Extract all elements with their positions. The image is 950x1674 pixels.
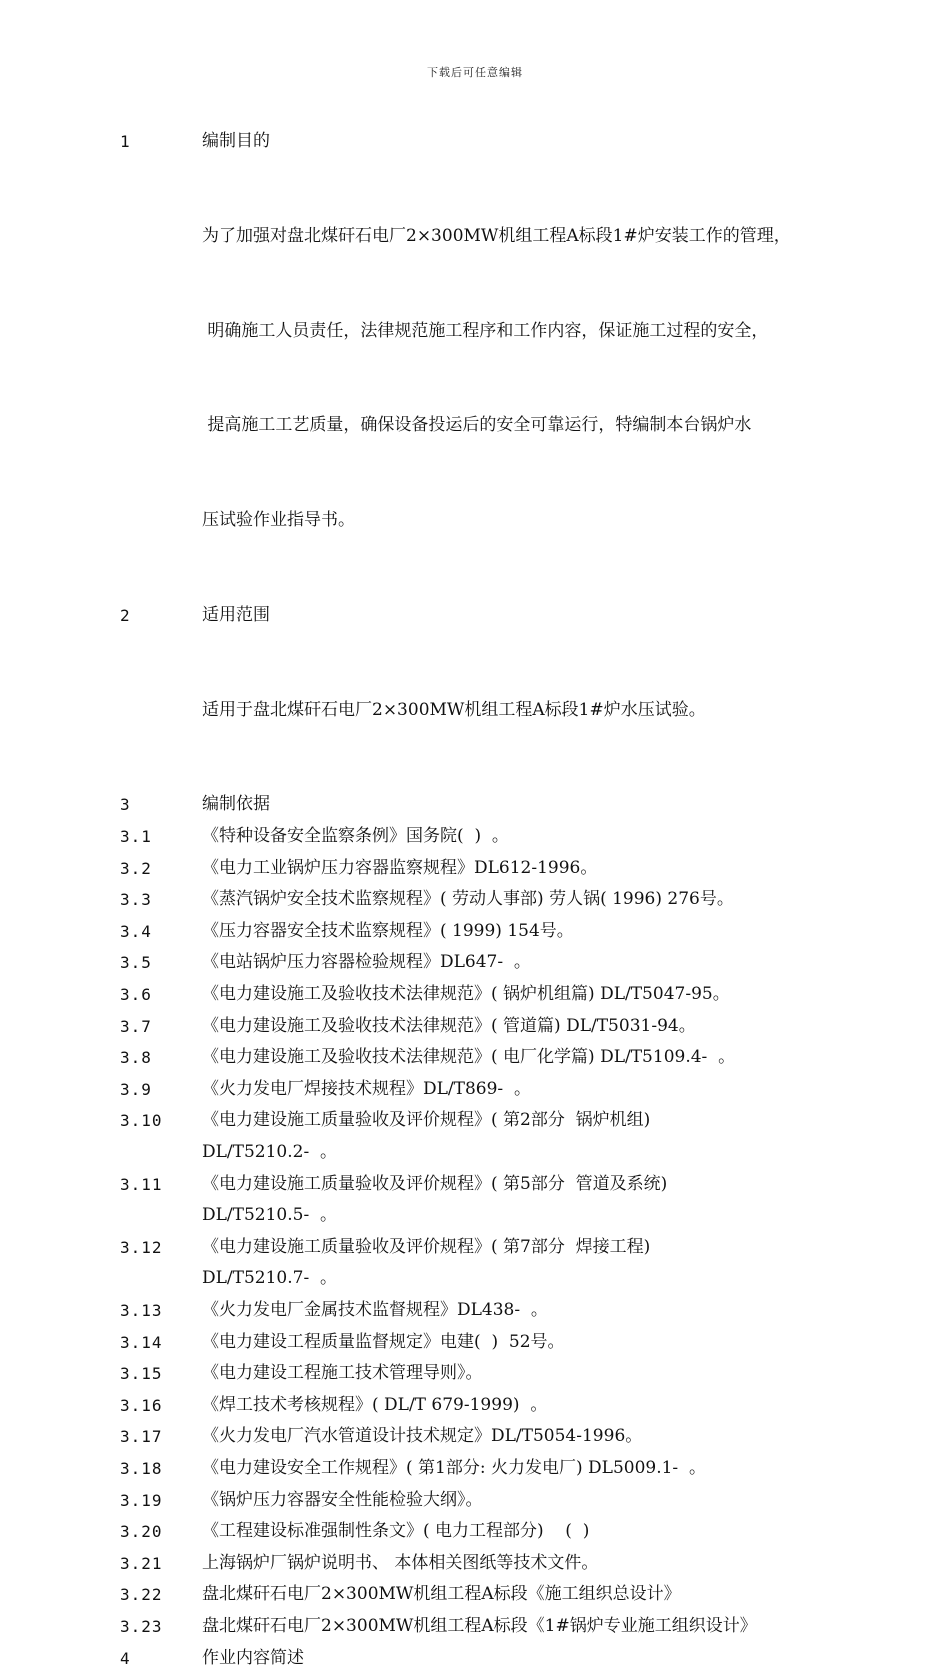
reference-item [120,853,840,885]
reference-item [120,979,840,1011]
document-body [120,126,840,1674]
section-1-paragraph [202,158,840,600]
item-text: 《火力发电厂金属技术监督规程》DL438- 。 [202,1295,840,1327]
item-text: 《焊工技术考核规程》( DL/T 679-1999) 。 [202,1390,840,1422]
section-title: 编制目的 [202,126,840,158]
item-text: 《电力工业锅炉压力容器监察规程》DL612-1996。 [202,853,840,885]
item-text-continuation: DL/T5210.5- 。 [202,1205,337,1225]
reference-item [120,1390,840,1422]
item-number: 3.2 [120,853,202,885]
item-number: 3.9 [120,1074,202,1106]
reference-item [120,1421,840,1453]
item-number: 3.3 [120,884,202,916]
section-heading-3 [120,789,840,821]
item-text-line: 《电力建设施工质量验收及评价规程》( 第7部分 焊接工程) [202,1237,650,1257]
section-number: 2 [120,600,202,632]
item-text: 《火力发电厂焊接技术规程》DL/T869- 。 [202,1074,840,1106]
item-text-line: 《电力建设施工质量验收及评价规程》( 第2部分 锅炉机组) [202,1110,650,1130]
item-number: 3.18 [120,1453,202,1485]
reference-item [120,1611,840,1643]
reference-item [120,1169,840,1232]
item-number: 3.4 [120,916,202,948]
section-number: 4 [120,1643,202,1674]
paragraph-line: 明确施工人员责任，法律规范施工程序和工作内容，保证施工过程的安全， [202,316,840,348]
item-text: 《电力建设施工及验收技术法律规范》( 电厂化学篇) DL/T5109.4- 。 [202,1042,840,1074]
item-text: 《工程建设标准强制性条文》( 电力工程部分) ( ) [202,1516,840,1548]
reference-item [120,1105,840,1168]
item-text: 《电力建设工程质量监督规定》电建( ) 52号。 [202,1327,840,1359]
item-number: 3.10 [120,1105,202,1137]
reference-item [120,884,840,916]
section-title: 适用范围 [202,600,840,632]
section-heading-1 [120,126,840,158]
item-number: 3.6 [120,979,202,1011]
section-title: 作业内容简述 [202,1643,840,1674]
item-text: 《火力发电厂汽水管道设计技术规定》DL/T5054-1996。 [202,1421,840,1453]
section-number: 3 [120,789,202,821]
reference-item [120,1011,840,1043]
item-number: 3.17 [120,1421,202,1453]
item-number: 3.19 [120,1485,202,1517]
reference-item [120,1485,840,1517]
item-text-continuation: DL/T5210.2- 。 [202,1142,337,1162]
reference-item [120,1453,840,1485]
item-number: 3.23 [120,1611,202,1643]
paragraph-line: 适用于盘北煤矸石电厂2×300MW机组工程A标段1#炉水压试验。 [202,695,840,727]
item-number: 3.5 [120,947,202,979]
reference-item [120,1074,840,1106]
item-text: 盘北煤矸石电厂2×300MW机组工程A标段《施工组织总设计》 [202,1579,840,1611]
item-number: 3.14 [120,1327,202,1359]
paragraph-line: 为了加强对盘北煤矸石电厂2×300MW机组工程A标段1#炉安装工作的管理， [202,221,840,253]
item-number: 3.1 [120,821,202,853]
reference-item [120,1327,840,1359]
reference-item [120,916,840,948]
item-number: 3.8 [120,1042,202,1074]
section-title: 编制依据 [202,789,840,821]
item-text: 上海锅炉厂锅炉说明书、 本体相关图纸等技术文件。 [202,1548,840,1580]
item-number: 3.16 [120,1390,202,1422]
item-text [202,1105,840,1168]
section-2-paragraph [202,632,840,790]
section-heading-4 [120,1643,840,1674]
reference-item [120,1358,840,1390]
section-number: 1 [120,126,202,158]
reference-item [120,1516,840,1548]
item-text [202,1169,840,1232]
item-text: 《锅炉压力容器安全性能检验大纲》。 [202,1485,840,1517]
item-text: 盘北煤矸石电厂2×300MW机组工程A标段《1#锅炉专业施工组织设计》 [202,1611,840,1643]
item-text: 《特种设备安全监察条例》国务院( ) 。 [202,821,840,853]
reference-item [120,1295,840,1327]
item-text [202,1232,840,1295]
reference-item [120,821,840,853]
paragraph-line: 提高施工工艺质量，确保设备投运后的安全可靠运行，特编制本台锅炉水 [202,410,840,442]
item-text: 《电力建设施工及验收技术法律规范》( 管道篇) DL/T5031-94。 [202,1011,840,1043]
item-text-line: 《电力建设施工质量验收及评价规程》( 第5部分 管道及系统) [202,1174,667,1194]
header-note: 下载后可任意编辑 [0,64,950,80]
item-number: 3.22 [120,1579,202,1611]
reference-item [120,1232,840,1295]
item-number: 3.11 [120,1169,202,1201]
item-number: 3.21 [120,1548,202,1580]
section-heading-2 [120,600,840,632]
item-number: 3.13 [120,1295,202,1327]
item-number: 3.7 [120,1011,202,1043]
reference-item [120,1579,840,1611]
item-text: 《电力建设施工及验收技术法律规范》( 锅炉机组篇) DL/T5047-95。 [202,979,840,1011]
item-text: 《电力建设工程施工技术管理导则》。 [202,1358,840,1390]
item-text: 《电站锅炉压力容器检验规程》DL647- 。 [202,947,840,979]
item-number: 3.20 [120,1516,202,1548]
item-number: 3.12 [120,1232,202,1264]
item-text-continuation: DL/T5210.7- 。 [202,1268,337,1288]
paragraph-line: 压试验作业指导书。 [202,505,840,537]
reference-item [120,947,840,979]
item-number: 3.15 [120,1358,202,1390]
item-text: 《压力容器安全技术监察规程》( 1999) 154号。 [202,916,840,948]
reference-item [120,1042,840,1074]
reference-item [120,1548,840,1580]
item-text: 《电力建设安全工作规程》( 第1部分: 火力发电厂) DL5009.1- 。 [202,1453,840,1485]
item-text: 《蒸汽锅炉安全技术监察规程》( 劳动人事部) 劳人锅( 1996) 276号。 [202,884,840,916]
